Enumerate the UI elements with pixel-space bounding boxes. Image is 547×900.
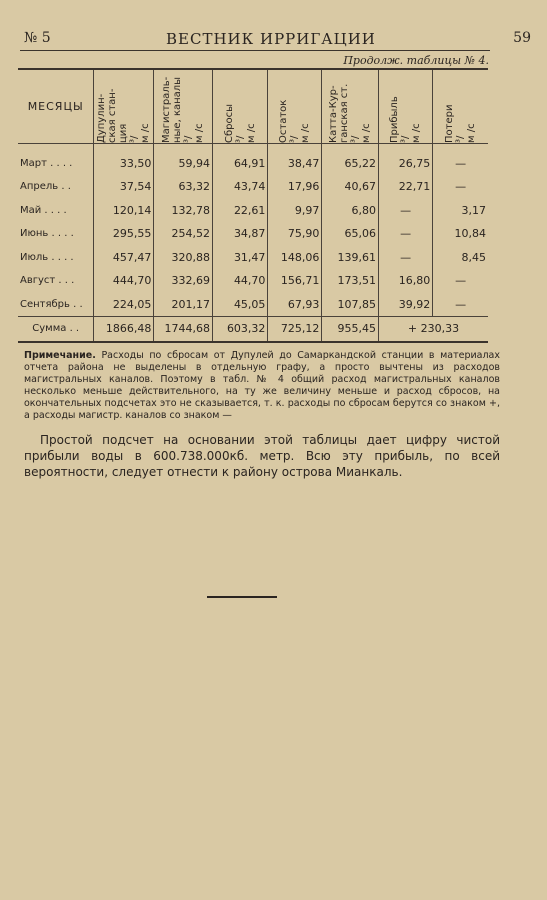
table-row: Май . . . . 120,14 132,78 22,61 9,97 6,80 — 3,17 (18, 199, 488, 223)
header-rule (20, 50, 490, 51)
col-dupuli: Дупулин- ская стан- ция ³/ м /с (96, 88, 152, 143)
col-main-canals: Магистраль- ные, каналы ³/ м /с (161, 76, 206, 143)
col-months: МЕСЯЦЫ (18, 69, 94, 143)
net-balance: + 230,33 (379, 317, 488, 342)
body-paragraph: Простой подсчет на основании этой таблицы дает цифру чистой прибыли воды в 600.738.000кб. метр. Всю эту прибыль, по всей вероятности, следует отнести к району острова Мианкаль. (24, 433, 500, 479)
table-row: Сентябрь . . 224,05 201,17 45,05 67,93 107,85 39,92 — (18, 293, 488, 317)
col-losses: Потери ³/ м /с (444, 104, 478, 143)
table-row: Июнь . . . . 295,55 254,52 34,87 75,90 65,06 — 10,84 (18, 222, 488, 246)
table-row: Апрель . . 37,54 63,32 43,74 17,96 40,67 22,71 — (18, 175, 488, 199)
col-remainder: Остаток ³/ м /с (278, 99, 312, 143)
journal-title: ВЕСТНИК ИРРИГАЦИИ (166, 30, 376, 48)
section-end-rule (207, 596, 277, 598)
col-discharges: Сбросы ³/ м /с (223, 103, 257, 143)
page-header (24, 30, 531, 48)
col-gain: Прибыль ³/ м /с (389, 95, 423, 143)
note-text: Расходы по сбросам от Дупулей до Самаркандской станции в материалах отчета района не выделены в отдельную графу, а просто вычтены из расходов магистральных каналов. Поэтому в табл. № 4 общий расход магистральных каналов несколько меньше действительного, на ту же величину меньше и расход сбросов, на окончательных подсчетах это не сказывается, т. к. расходы по сбросам берутся со знаком +, а расходы магистр. каналов со знаком — (24, 350, 500, 421)
issue-number: № 5 (24, 30, 51, 46)
col-kattakurgan: Катта-Кур- ганская ст. ³/ м /с (328, 83, 373, 143)
table-row: Март . . . . 33,50 59,94 64,91 38,47 65,22 26,75 — (18, 143, 488, 175)
table-header-row (18, 69, 488, 143)
table-continued-label: Продолж. таблицы № 4. (343, 54, 489, 67)
note-label: Примечание. (24, 350, 96, 361)
irrigation-table (18, 68, 488, 343)
table-sum-row: Сумма . . 1866,48 1744,68 603,32 725,12 955,45 + 230,33 (18, 317, 488, 342)
table-row: Июль . . . . 457,47 320,88 31,47 148,06 139,61 — 8,45 (18, 246, 488, 270)
page-number: 59 (513, 30, 531, 46)
table-row: Август . . . 444,70 332,69 44,70 156,71 173,51 16,80 — (18, 269, 488, 293)
table-note (24, 350, 500, 422)
